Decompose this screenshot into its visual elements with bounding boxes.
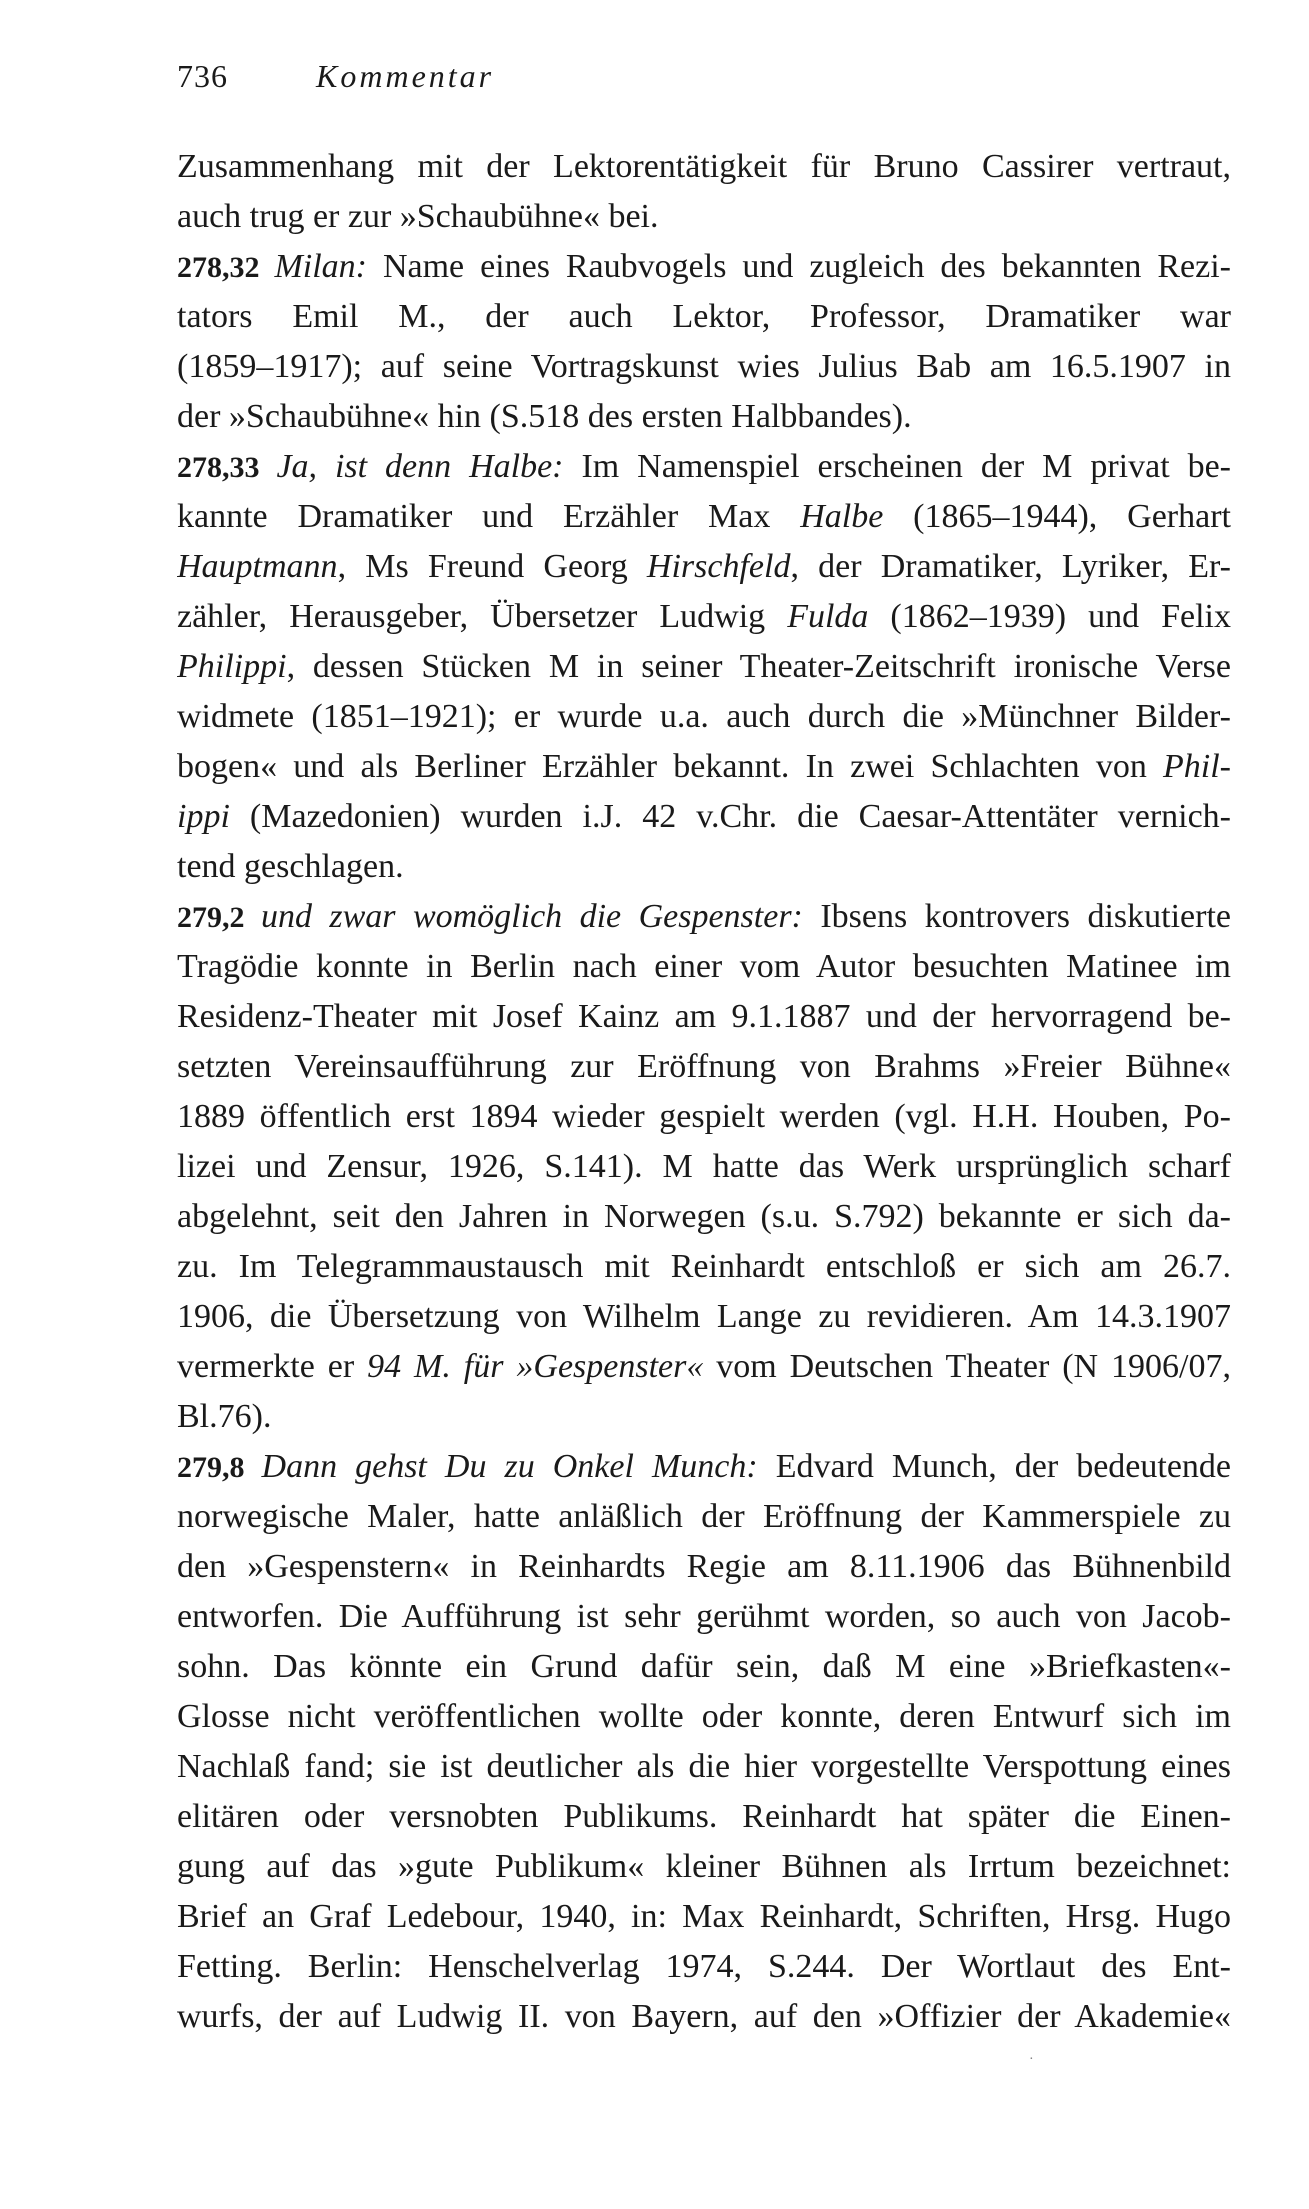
text-line	[177, 1442, 1231, 1492]
text-line	[177, 342, 1231, 392]
text-line	[177, 1242, 1231, 1292]
text-segment: vermerkte er	[177, 1348, 368, 1385]
page-number: 736	[177, 58, 228, 94]
text-segment: lizei und Zensur, 1926, S.141). M hatte das Werk ursprünglich scharf	[177, 1148, 1231, 1185]
text-segment: Glosse nicht veröffentlichen wollte oder konnte, deren Entwurf sich im	[177, 1698, 1231, 1735]
entry-lemma: und zwar womöglich die Gespenster:	[260, 898, 803, 935]
text-segment: Halbe	[800, 498, 884, 535]
entry-reference: 279,2	[177, 901, 261, 934]
text-line	[177, 892, 1231, 942]
text-segment: kannte Dramatiker und Erzähler Max	[177, 498, 801, 535]
text-line	[177, 1992, 1231, 2042]
text-segment: zu. Im Telegrammaustausch mit Reinhardt entschloß er sich am 26.7.	[177, 1248, 1231, 1285]
text-line	[177, 1642, 1231, 1692]
text-line	[177, 642, 1231, 692]
text-line	[177, 1742, 1231, 1792]
text-segment: Nachlaß fand; sie ist deutlicher als die hier vorgestellte Verspottung eines	[177, 1748, 1231, 1785]
text-segment: Ibsens kontrovers diskutierte	[802, 898, 1231, 935]
text-segment: 1906, die Übersetzung von Wilhelm Lange zu revidieren. Am 14.3.1907	[177, 1298, 1231, 1335]
text-line	[177, 1542, 1231, 1592]
text-segment: bogen« und als Berliner Erzähler bekannt. In zwei Schlachten von	[177, 748, 1164, 785]
text-segment: Hirschfeld	[646, 548, 791, 585]
text-line	[177, 1892, 1231, 1942]
text-segment: widmete (1851–1921); er wurde u.a. auch durch die »Münchner Bilder-	[177, 698, 1231, 735]
text-line	[177, 542, 1231, 592]
text-segment: der »Schaubühne« hin (S.518 des ersten Halbbandes).	[177, 398, 912, 435]
text-segment: abgelehnt, seit den Jahren in Norwegen (s.u. S.792) bekannte er sich da-	[177, 1198, 1231, 1235]
text-line	[177, 1792, 1231, 1842]
text-line	[177, 592, 1231, 642]
text-segment: setzten Vereinsaufführung zur Eröffnung von Brahms »Freier Bühne«	[177, 1048, 1231, 1085]
text-segment: entworfen. Die Aufführung ist sehr gerühmt worden, so auch von Jacob-	[177, 1598, 1231, 1635]
text-segment: Fetting. Berlin: Henschelverlag 1974, S.244. Der Wortlaut des Ent-	[177, 1948, 1231, 1985]
text-segment: zähler, Herausgeber, Übersetzer Ludwig	[177, 598, 788, 635]
text-line	[177, 1292, 1231, 1342]
text-segment: vom Deutschen Theater (N 1906/07,	[703, 1348, 1231, 1385]
text-segment: 1889 öffentlich erst 1894 wieder gespielt werden (vgl. H.H. Houben, Po-	[177, 1098, 1231, 1135]
text-line	[177, 942, 1231, 992]
text-segment: Edvard Munch, der bedeutende	[757, 1448, 1231, 1485]
text-line	[177, 142, 1231, 192]
text-line	[177, 1592, 1231, 1642]
text-line	[177, 1692, 1231, 1742]
text-segment: (1859–1917); auf seine Vortragskunst wies Julius Bab am 16.5.1907 in	[177, 348, 1231, 385]
text-line	[177, 692, 1231, 742]
text-segment: Tragödie konnte in Berlin nach einer vom Autor besuchten Matinee im	[177, 948, 1231, 985]
entry-reference: 278,32	[177, 251, 275, 284]
entry-reference: 279,8	[177, 1451, 262, 1484]
text-segment: , Ms Freund Georg	[337, 548, 647, 585]
text-line	[177, 1842, 1231, 1892]
text-segment: tators Emil M., der auch Lektor, Professor, Dramatiker war	[177, 298, 1231, 335]
text-segment: Brief an Graf Ledebour, 1940, in: Max Reinhardt, Schriften, Hrsg. Hugo	[177, 1898, 1231, 1935]
text-line	[177, 1042, 1231, 1092]
text-segment: Philippi	[177, 648, 287, 685]
text-segment: Residenz-Theater mit Josef Kainz am 9.1.1887 und der hervorragend be-	[177, 998, 1231, 1035]
text-segment: , dessen Stücken M in seiner Theater-Zeitschrift ironische Verse	[286, 648, 1231, 685]
text-line	[177, 792, 1231, 842]
text-segment: norwegische Maler, hatte anläßlich der Eröffnung der Kammerspiele zu	[177, 1498, 1231, 1535]
text-line	[177, 1942, 1231, 1992]
text-line	[177, 842, 1231, 892]
text-line	[177, 1492, 1231, 1542]
text-line	[177, 192, 1231, 242]
text-segment: tend geschlagen.	[177, 848, 404, 885]
text-segment: , der Dramatiker, Lyriker, Er-	[790, 548, 1231, 585]
text-segment: (Mazedonien) wurden i.J. 42 v.Chr. die Caesar-Attentäter vernich-	[229, 798, 1231, 835]
text-segment: 94 M. für »Gespenster«	[367, 1348, 704, 1385]
text-segment: elitären oder versnobten Publikums. Reinhardt hat später die Einen-	[177, 1798, 1231, 1835]
text-segment: wurfs, der auf Ludwig II. von Bayern, auf den »Offizier der Akademie«	[177, 1998, 1231, 2035]
running-head	[177, 58, 494, 95]
text-segment: Bl.76).	[177, 1398, 272, 1435]
entry-reference: 278,33	[177, 451, 277, 484]
text-segment: gung auf das »gute Publikum« kleiner Bühnen als Irrtum bezeichnet:	[177, 1848, 1231, 1885]
text-line	[177, 1092, 1231, 1142]
page-speck: ·	[1029, 2052, 1034, 2067]
text-segment: Phil-	[1163, 748, 1231, 785]
text-line	[177, 292, 1231, 342]
text-line	[177, 1142, 1231, 1192]
text-segment: Name eines Raubvogels und zugleich des bekannten Rezi-	[367, 248, 1231, 285]
text-segment: Zusammenhang mit der Lektorentätigkeit für Bruno Cassirer vertraut,	[177, 148, 1231, 185]
text-segment: ippi	[177, 798, 230, 835]
text-line	[177, 242, 1231, 292]
text-line	[177, 442, 1231, 492]
text-segment: Fulda	[787, 598, 869, 635]
text-line	[177, 742, 1231, 792]
text-line	[177, 392, 1231, 442]
entry-lemma: Milan:	[274, 248, 367, 285]
text-segment: Hauptmann	[177, 548, 338, 585]
text-line	[177, 992, 1231, 1042]
text-segment: (1865–1944), Gerhart	[883, 498, 1231, 535]
text-line	[177, 1392, 1231, 1442]
text-segment: (1862–1939) und Felix	[868, 598, 1231, 635]
entry-lemma: Dann gehst Du zu Onkel Munch:	[261, 1448, 758, 1485]
text-line	[177, 1342, 1231, 1392]
text-segment: sohn. Das könnte ein Grund dafür sein, daß M eine »Briefkasten«-	[177, 1648, 1231, 1685]
entry-lemma: Ja, ist denn Halbe:	[276, 448, 564, 485]
text-line	[177, 1192, 1231, 1242]
text-segment: auch trug er zur »Schaubühne« bei.	[177, 198, 659, 235]
text-line	[177, 492, 1231, 542]
text-segment: Im Namenspiel erscheinen der M privat be-	[563, 448, 1231, 485]
section-title: Kommentar	[316, 58, 495, 94]
text-segment: den »Gespenstern« in Reinhardts Regie am 8.11.1906 das Bühnenbild	[177, 1548, 1231, 1585]
